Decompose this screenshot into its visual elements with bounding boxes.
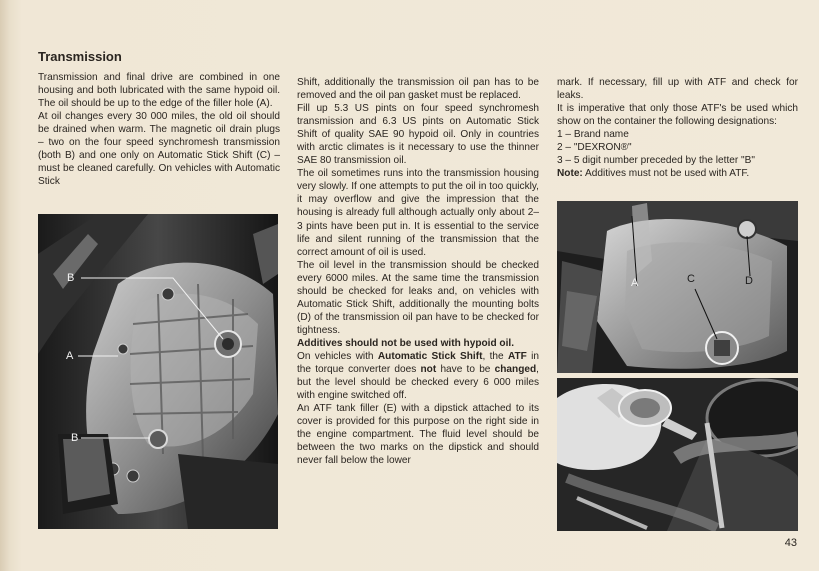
transmission-illustration <box>38 214 278 529</box>
paragraph: Shift, additionally the transmission oil pan has to be removed and the oil pan gasket must be replaced. <box>297 77 539 102</box>
label-a: A <box>66 350 74 362</box>
list-item: 2 – "DEXRON®" <box>557 142 632 154</box>
paragraph: At oil changes every 30 000 miles, the old oil should be drained when warm. The magnetic oil drain plugs – two on the four speed synchromesh transmission (both B) and one only on Automatic Stick Shift (C) – must be cleaned carefully. On vehicles with Automatic Stick <box>38 111 280 188</box>
page-heading: Transmission <box>38 49 122 64</box>
label-a: A <box>631 277 639 289</box>
paragraph: On vehicles with Automatic Stick Shift, the ATF in the torque converter does not have to be changed, but the level should be checked every 6 000 miles with engine switched off. <box>297 350 539 402</box>
paragraph: It is imperative that only those ATF's be used which show on the container the following designations: <box>557 103 798 128</box>
paragraph: Fill up 5.3 US pints on four speed synchromesh transmission and 6.3 US pints on Automatic Stick Shift of quality SAE 90 hypoid oil. Only in countries with arctic climates is it necessary to use the thinner SAE 80 transmission oil. <box>297 103 539 167</box>
paragraph: An ATF tank filler (E) with a dipstick attached to its cover is provided for this purpose on the right side in the engine compartment. The fluid level should be between the two marks on the dipstick and should never fall below the lower <box>297 403 539 467</box>
label-b-bottom: B <box>71 432 79 444</box>
paragraph: Transmission and final drive are combined in one housing and both lubricated with the same hypoid oil. The oil should be up to the edge of the filler hole (A). <box>38 72 280 110</box>
list-item: 3 – 5 digit number preceded by the letter "B" <box>557 155 755 167</box>
paragraph: mark. If necessary, fill up with ATF and check for leaks. <box>557 77 798 102</box>
text-column-1 <box>38 71 280 188</box>
oil-pan-photo <box>557 201 798 373</box>
label-c: C <box>687 273 695 285</box>
text-column-2 <box>297 76 539 467</box>
paragraph: The oil level in the transmission should be checked every 6000 miles. At the same time the transmission should be checked for leaks and, on vehicles with Automatic Stick Shift, additionally the mounting bolts (D) of the transmission oil pan have to be checked for tightness. <box>297 259 539 336</box>
label-d: D <box>745 275 753 287</box>
atf-dipstick-photo <box>557 378 798 531</box>
label-b-top: B <box>67 272 75 284</box>
list-item: 1 – Brand name <box>557 129 629 141</box>
atf-dipstick-illustration <box>557 378 798 531</box>
note <box>557 167 798 180</box>
page-number: 43 <box>784 537 797 549</box>
text-column-3 <box>557 76 798 180</box>
oil-pan-illustration <box>557 201 798 373</box>
note-label: Note: <box>557 168 583 180</box>
subheading: Additives should not be used with hypoid oil. <box>297 337 515 349</box>
transmission-photo <box>38 214 278 529</box>
paragraph: The oil sometimes runs into the transmission housing very slowly. If one attempts to put the oil in too quickly, it may overflow and give the impression that the housing is already full although actually only about 2–3 pints have been put in. It is essential to the service life and silent running of the transmission that the correct amount of oil is used. <box>297 168 539 258</box>
note-text: Additives must not be used with ATF. <box>582 168 750 180</box>
